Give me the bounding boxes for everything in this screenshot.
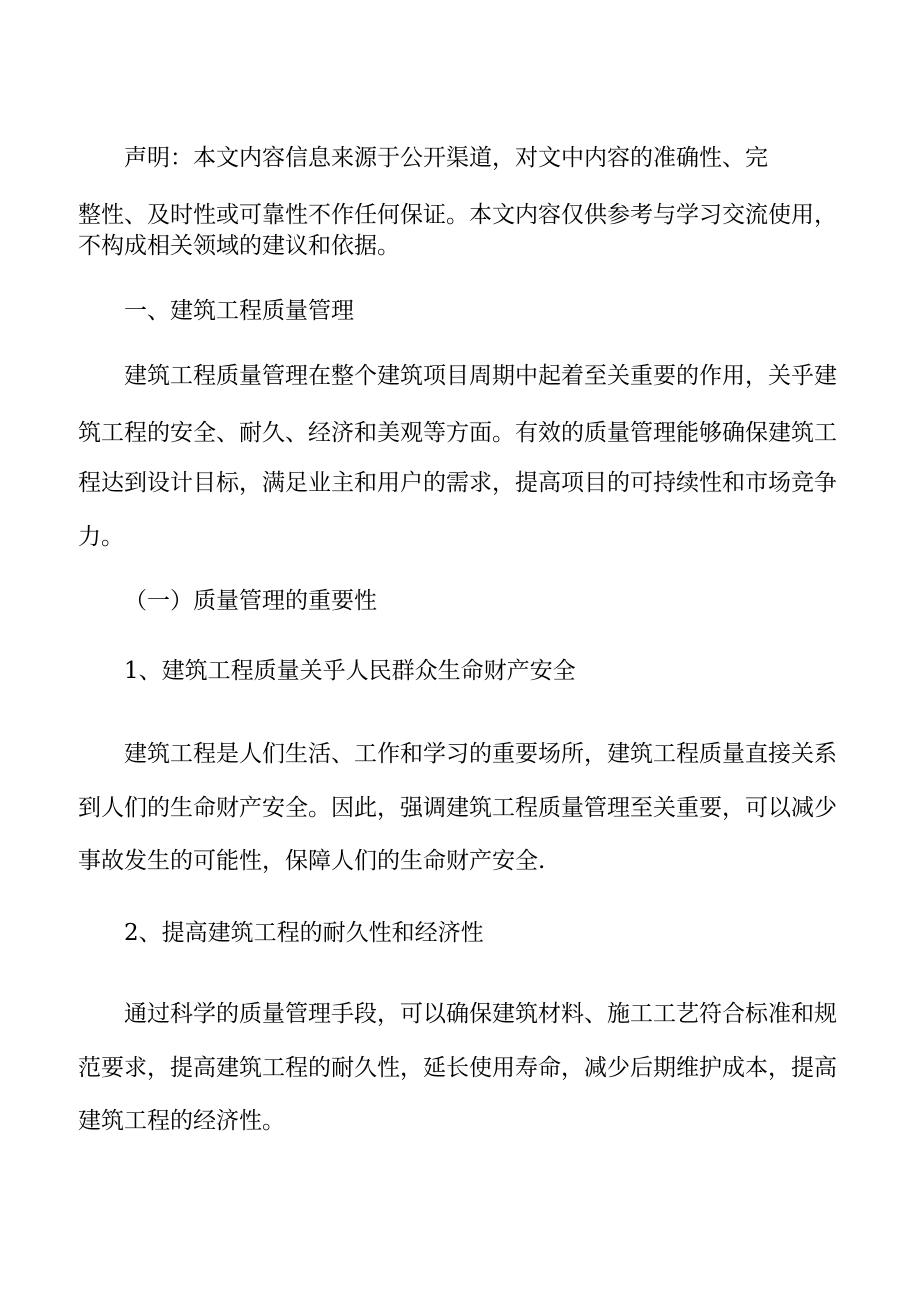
point-2-body-line-3: 建筑工程的经济性。 (78, 1108, 285, 1134)
disclaimer-line-2: 整性、及时性或可靠性不作任何保证。本文内容仅供参考与学习交流使用， (78, 202, 837, 228)
point-1-title: 1、建筑工程质量关乎人民群众生命财产安全 (124, 658, 576, 684)
point-2-body-line-2: 范要求，提高建筑工程的耐久性，延长使用寿命，减少后期维护成本，提高 (78, 1055, 837, 1081)
intro-line-3: 程达到设计目标，满足业主和用户的需求，提高项目的可持续性和市场竞争 (78, 470, 837, 496)
point-2-body-line-1: 通过科学的质量管理手段，可以确保建筑材料、施工工艺符合标准和规 (124, 1001, 837, 1027)
subsection-title: （一）质量管理的重要性 (124, 588, 377, 614)
point-1-body-line-3: 事故发生的可能性，保障人们的生命财产安全. (78, 848, 546, 874)
intro-line-2: 筑工程的安全、耐久、经济和美观等方面。有效的质量管理能够确保建筑工 (78, 420, 837, 446)
intro-line-1: 建筑工程质量管理在整个建筑项目周期中起着至关重要的作用，关乎建 (124, 363, 837, 389)
disclaimer-line-3: 不构成相关领域的建议和依据。 (78, 233, 400, 259)
point-1-body-line-2: 到人们的生命财产安全。因此，强调建筑工程质量管理至关重要，可以减少 (78, 795, 837, 821)
point-2-title: 2、提高建筑工程的耐久性和经济性 (124, 920, 484, 946)
intro-line-4: 力。 (78, 524, 124, 550)
section-title: 一、建筑工程质量管理 (124, 298, 354, 324)
disclaimer-line-1: 声明：本文内容信息来源于公开渠道，对文中内容的准确性、完 (124, 145, 768, 171)
point-1-body-line-1: 建筑工程是人们生活、工作和学习的重要场所，建筑工程质量直接关系 (124, 741, 837, 767)
